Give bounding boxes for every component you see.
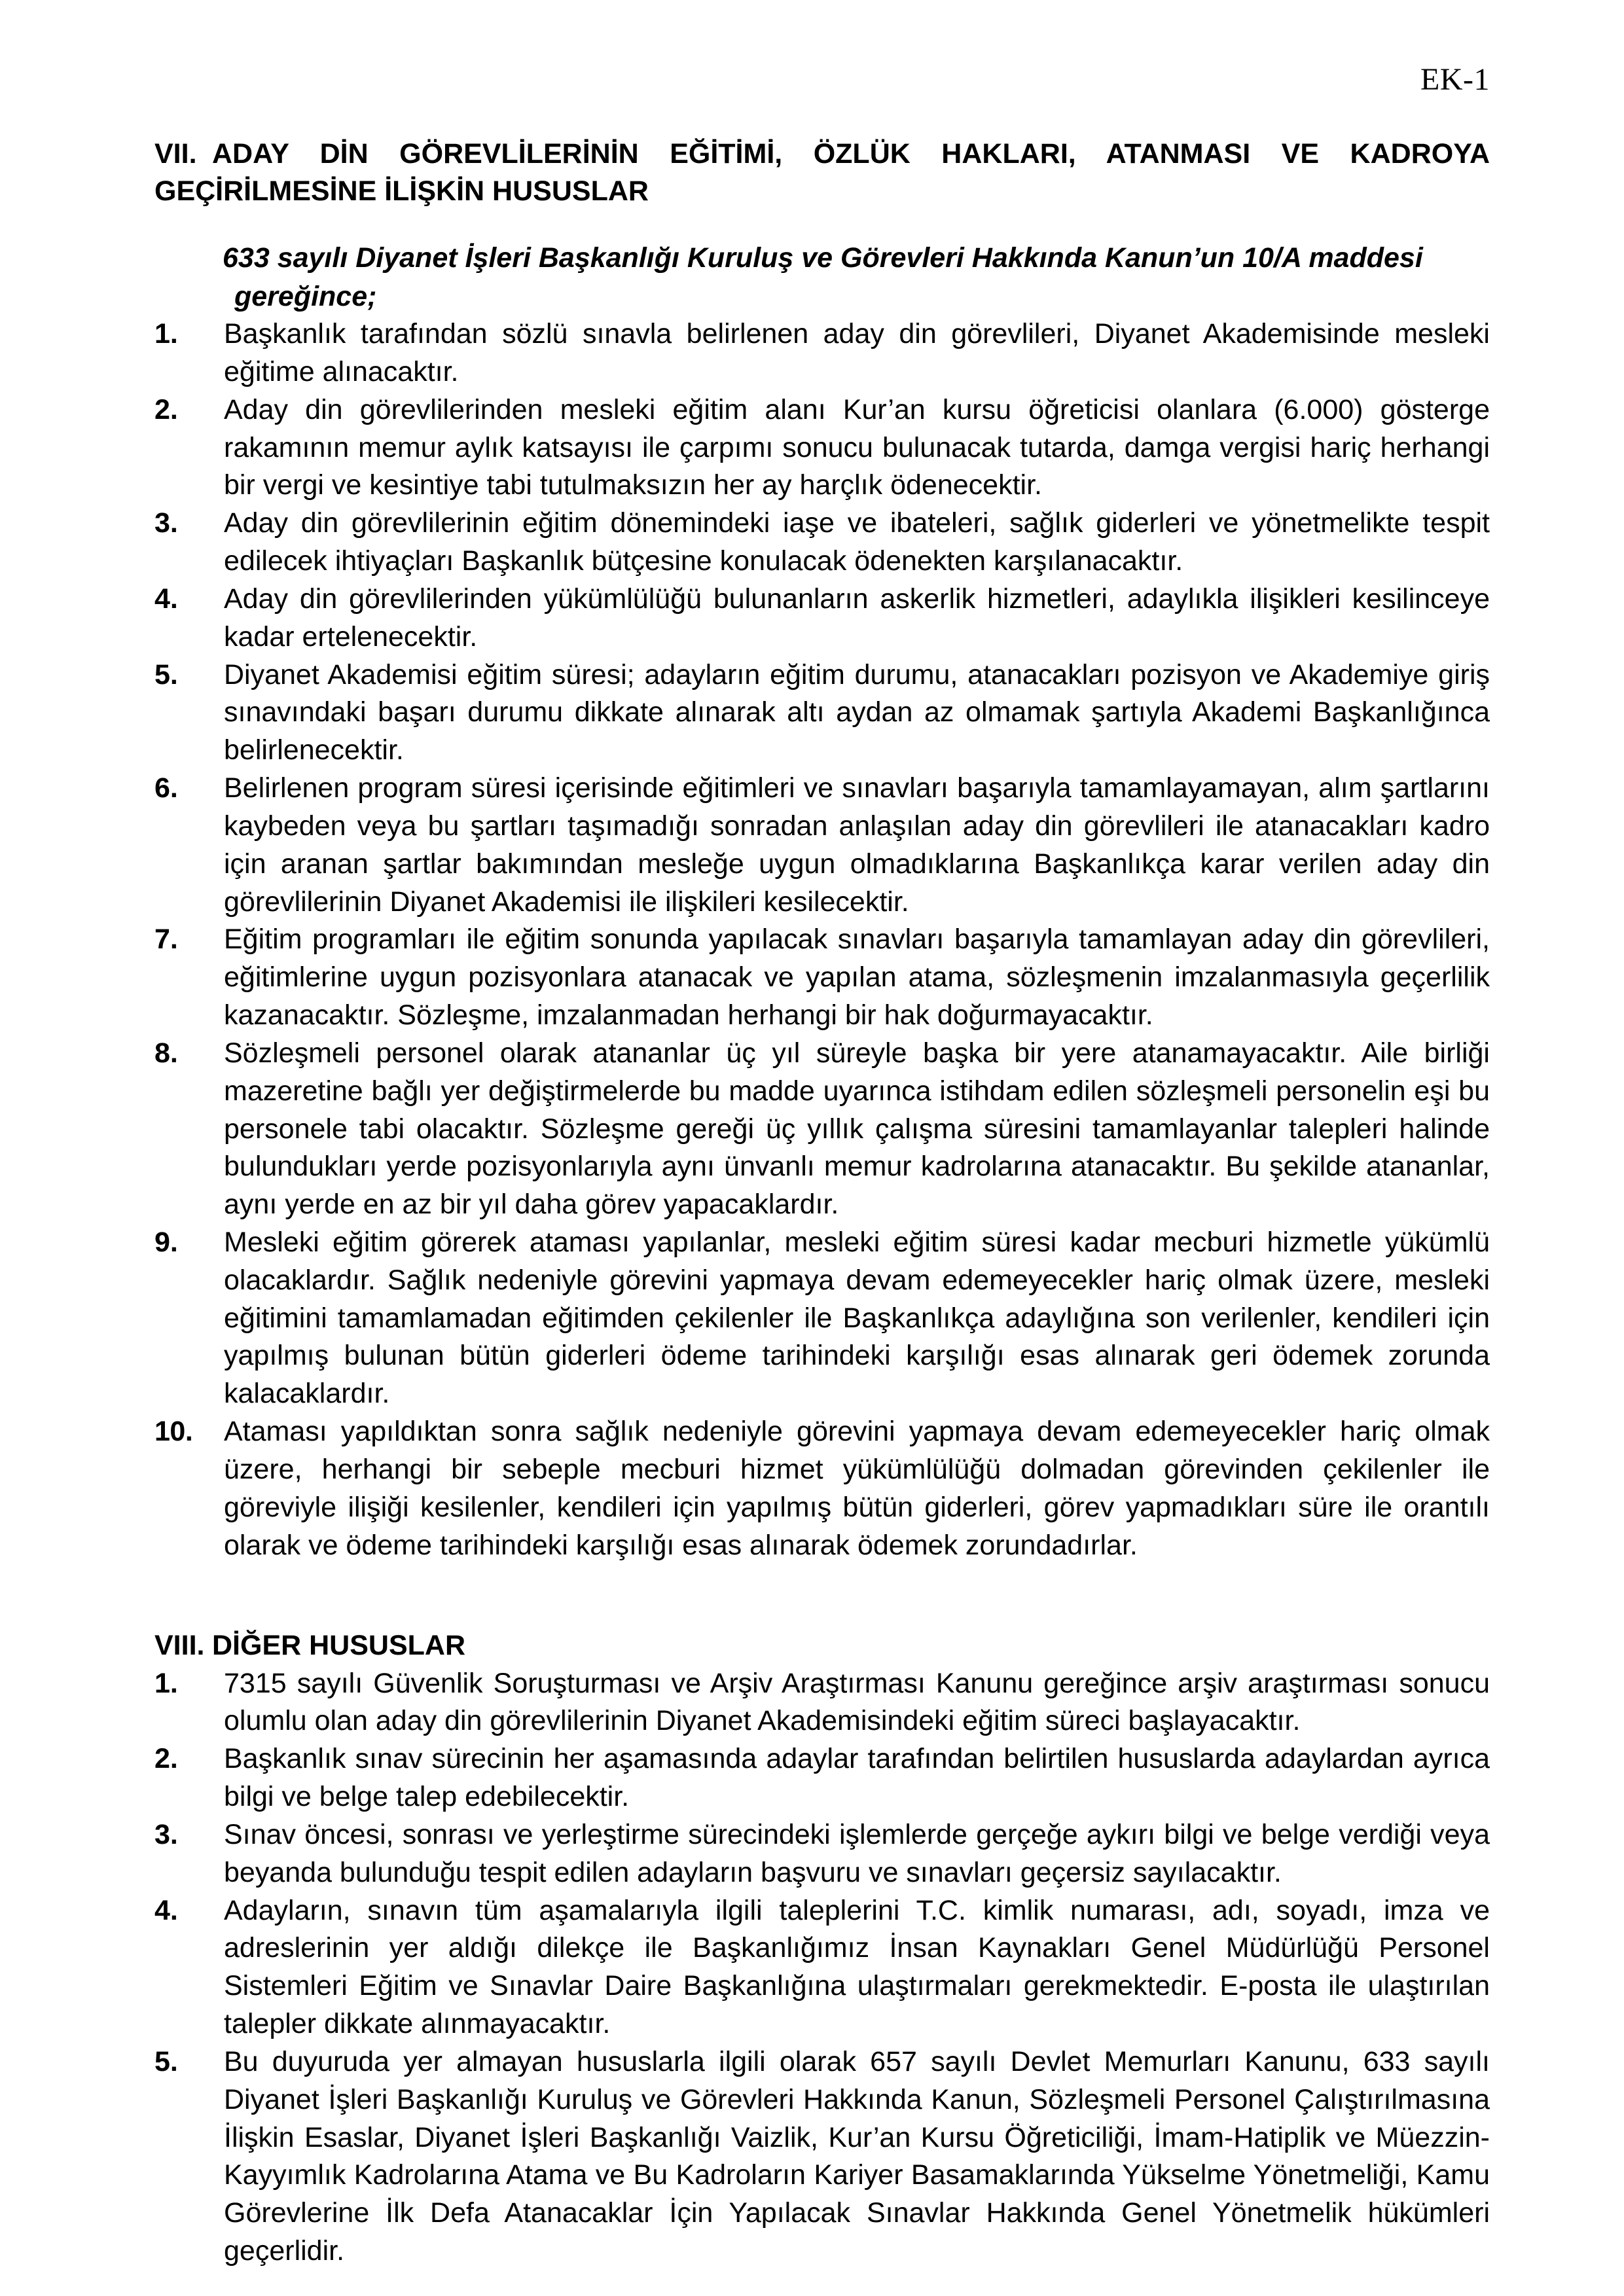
list-item-number: 1. — [154, 318, 178, 350]
section-vii-lead-in — [154, 239, 1490, 315]
list-item-text: Sözleşmeli personel olarak atananlar üç yıl süreyle başka bir yere atanamayacaktır. Aile birliği mazeretine bağlı yer değiştirmelerde bu madde uyarınca istihdam edilen sözleşmeli personelin eşi bu personele tabi olacaktır. Sözleşme gereği üç yıllık çalışma süresini tamamlayanlar talepleri halinde bulundukları yerde pozisyonlarıyla aynı ünvanlı memur kadrolarına atanacaktır. Bu şekilde atananlar, aynı yerde en az bir yıl daha görev yapacaklardır. — [224, 1037, 1490, 1221]
section-viii-heading — [154, 1627, 1490, 1664]
list-item-text: Aday din görevlilerinden mesleki eğitim alanı Kur’an kursu öğreticisi olanlara (6.000) gösterge rakamının memur aylık katsayısı ile çarpımı sonucu bulunacak tutarda, damga vergisi hariç herhangi bir vergi ve kesintiye tabi tutulmaksızın her ay harçlık ödenecektir. — [224, 393, 1490, 501]
list-item — [154, 2043, 1490, 2270]
list-item — [154, 391, 1490, 505]
list-item-number: 8. — [154, 1037, 178, 1069]
section-vii-lead-in-line-1: 633 sayılı Diyanet İşleri Başkanlığı Kuruluş ve Görevleri Hakkında Kanun’un 10/A maddesi — [223, 242, 1423, 274]
list-item-number: 3. — [154, 507, 178, 539]
list-item — [154, 1413, 1490, 1564]
list-item-number: 4. — [154, 1894, 178, 1926]
section-vii-heading-line-1 — [154, 135, 1490, 173]
section-vii-heading-line-2: GEÇİRİLMESİNE İLİŞKİN HUSUSLAR — [154, 175, 649, 207]
list-item-text: Belirlenen program süresi içerisinde eğitimleri ve sınavları başarıyla tamamlayamayan, alım şartlarını kaybeden veya bu şartları taşımadığı sonradan anlaşılan aday din görevlileri ile atanacakları kadro için aranan şartlar bakımından mesleğe uygun olmadıklarına Başkanlıkça karar verilen aday din görevlilerinin Diyanet Akademisi ile ilişkileri kesilecektir. — [224, 772, 1490, 918]
section-vii-number: VII. — [154, 137, 197, 170]
list-item — [154, 770, 1490, 921]
section-vii-heading — [154, 135, 1490, 210]
list-item-number: 10. — [154, 1416, 193, 1448]
list-item-text: 7315 sayılı Güvenlik Soruşturması ve Arşiv Araştırması Kanunu gereğince arşiv araştırması sonucu olumlu olan aday din görevlilerinin Diyanet Akademisindeki eğitim süreci başlayacaktır. — [224, 1667, 1490, 1737]
list-item-number: 7. — [154, 924, 178, 956]
list-item-number: 1. — [154, 1667, 178, 1699]
section-viii-list — [154, 1665, 1490, 2270]
section-viii-number: VIII. — [154, 1630, 205, 1662]
annex-marker: EK-1 — [1420, 62, 1490, 97]
section-viii-title: DİĞER HUSUSLAR — [212, 1630, 466, 1662]
list-item-number: 3. — [154, 1818, 178, 1850]
list-item-number: 4. — [154, 583, 178, 615]
list-item-number: 5. — [154, 2045, 178, 2077]
list-item-text: Eğitim programları ile eğitim sonunda yapılacak sınavları başarıyla tamamlayan aday din görevlileri, eğitimlerine uygun pozisyonlara atanacak ve yapılan atama, sözleşmenin imzalanmasıyla geçerlilik kazanacaktır. Sözleşme, imzalanmadan herhangi bir hak doğurmayacaktır. — [224, 924, 1490, 1031]
list-item-number: 2. — [154, 1743, 178, 1775]
list-item-text: Başkanlık sınav sürecinin her aşamasında adaylar tarafından belirtilen hususlarda adaylardan ayrıca bilgi ve belge talep edebilecektir. — [224, 1743, 1490, 1813]
list-item-text: Başkanlık tarafından sözlü sınavla belirlenen aday din görevlileri, Diyanet Akademisinde mesleki eğitime alınacaktır. — [224, 318, 1490, 387]
list-item-text: Aday din görevlilerinin eğitim dönemindeki iaşe ve ibateleri, sağlık giderleri ve yönetmelikte tespit edilecek ihtiyaçları Başkanlık bütçesine konulacak ödenekten karşılanacaktır. — [224, 507, 1490, 577]
list-item-number: 2. — [154, 393, 178, 425]
list-item — [154, 1816, 1490, 1892]
list-item — [154, 505, 1490, 581]
document-content — [154, 63, 1490, 2270]
list-item — [154, 1035, 1490, 1224]
list-item — [154, 1224, 1490, 1413]
list-item-text: Mesleki eğitim görerek ataması yapılanlar, mesleki eğitim süresi kadar mecburi hizmetle yükümlü olacaklardır. Sağlık nedeniyle görevini yapmaya devam edemeyecekler hariç olmak üzere, mesleki eğitimini tamamlamadan eğitimden çekilenler ile Başkanlıkça adaylığına son verilenler, kendileri için yapılmış bulunan bütün giderleri ödeme tarihindeki karşılığı esas alınarak geri ödemek zorunda kalacaklardır. — [224, 1226, 1490, 1410]
list-item-number: 5. — [154, 658, 178, 691]
list-item-text: Aday din görevlilerinden yükümlülüğü bulunanların askerlik hizmetleri, adaylıkla ilişikleri kesilinceye kadar ertelenecektir. — [224, 583, 1490, 653]
list-item-number: 9. — [154, 1226, 178, 1258]
section-vii-lead-in-line-2: gereğince; — [234, 280, 377, 312]
list-item-number: 6. — [154, 772, 178, 804]
list-item-text: Bu duyuruda yer almayan hususlarla ilgili olarak 657 sayılı Devlet Memurları Kanunu, 633 sayılı Diyanet İşleri Başkanlığı Kuruluş ve Görevleri Hakkında Kanun, Sözleşmeli Personel Çalıştırılmasına İlişkin Esaslar, Diyanet İşleri Başkanlığı Vaizlik, Kur’an Kursu Öğreticiliği, İmam-Hatiplik ve Müezzin-Kayyımlık Kadrolarına Atama ve Bu Kadroların Kariyer Basamaklarında Yükselme Yönetmeliği, Kamu Görevlerine İlk Defa Atanacaklar İçin Yapılacak Sınavlar Hakkında Genel Yönetmelik hükümleri geçerlidir. — [224, 2045, 1490, 2267]
list-item — [154, 315, 1490, 391]
section-vii-title: ADAY DİN GÖREVLİLERİNİN EĞİTİMİ, ÖZLÜK HAKLARI, ATANMASI VE KADROYA — [212, 137, 1490, 170]
list-item — [154, 921, 1490, 1034]
list-item — [154, 581, 1490, 656]
list-item-text: Diyanet Akademisi eğitim süresi; adayların eğitim durumu, atanacakları pozisyon ve Akademiye giriş sınavındaki başarı durumu dikkate alınarak altı aydan az olmamak şartıyla Akademi Başkanlığınca belirlenecektir. — [224, 658, 1490, 766]
list-item — [154, 1740, 1490, 1816]
list-item-text: Sınav öncesi, sonrası ve yerleştirme sürecindeki işlemlerde gerçeğe aykırı bilgi ve belge verdiği veya beyanda bulunduğu tespit edilen adayların başvuru ve sınavları geçersiz sayılacaktır. — [224, 1818, 1490, 1888]
list-item-text: Adayların, sınavın tüm aşamalarıyla ilgili taleplerini T.C. kimlik numarası, adı, soyadı, imza ve adreslerinin yer aldığı dilekçe ile Başkanlığımız İnsan Kaynakları Genel Müdürlüğü Personel Sistemleri Eğitim ve Sınavlar Daire Başkanlığına ulaştırmaları gerekmektedir. E-posta ile ulaştırılan talepler dikkate alınmayacaktır. — [224, 1894, 1490, 2040]
list-item — [154, 1665, 1490, 1741]
list-item-text: Ataması yapıldıktan sonra sağlık nedeniyle görevini yapmaya devam edemeyecekler hariç olmak üzere, herhangi bir sebeple mecburi hizmet yükümlülüğü dolmadan görevinden çekilenler ile göreviyle ilişiği kesilenler, kendileri için yapılmış bütün giderleri, görev yapmadıkları süre ile orantılı olarak ve ödeme tarihindeki karşılığı esas alınarak ödemek zorundadırlar. — [224, 1416, 1490, 1561]
list-item — [154, 1892, 1490, 2043]
section-vii-list — [154, 315, 1490, 1564]
list-item — [154, 656, 1490, 770]
